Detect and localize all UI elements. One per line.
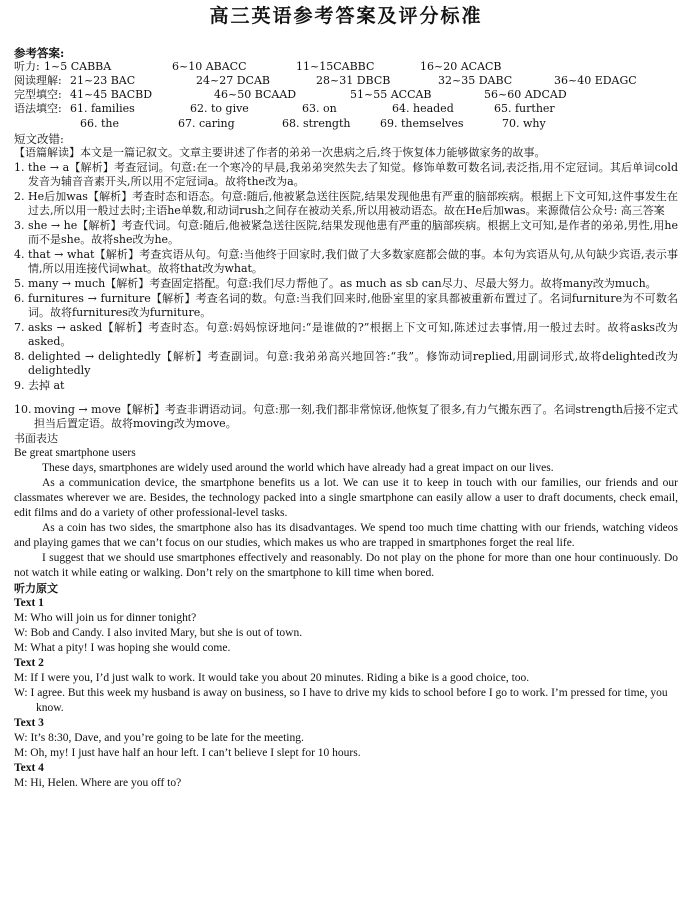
listening-group: 1~5 CABBA: [44, 60, 112, 73]
cloze-group: 46~50 BCAAD: [214, 88, 297, 101]
grammar-label: 语法填空:: [14, 102, 62, 115]
page-title: 高三英语参考答案及评分标准: [209, 5, 483, 27]
essay-title: Be great smartphone users: [14, 447, 136, 459]
cloze-group: 51~55 ACCAB: [350, 88, 432, 101]
correction-item: 2. He后加was【解析】考查时态和语态。句意:随后,他被紧急送往医院,结果发现他患有严重的脑部疾病。根据上下文可知,这件事发生在过去,所以用一般过去时;主语he单数,和动词rush之间存在被动关系,所以用被动语态。故在He后加was。来源微信公众号: 高三答案: [14, 190, 678, 217]
cloze-answers: [14, 88, 678, 102]
dialog-line: W: It’s 8:30, Dave, and you’re going to be late for the meeting.: [14, 732, 304, 744]
text-label: Text 2: [14, 657, 44, 669]
writing-section: [14, 432, 678, 581]
listening-group: 16~20 ACACB: [420, 60, 502, 73]
text-label: Text 4: [14, 762, 44, 774]
grammar-answer: 69. themselves: [380, 117, 464, 130]
correction-item: 9. 去掉 at: [14, 379, 65, 392]
reading-group: 36~40 EDAGC: [554, 74, 637, 87]
writing-header: 书面表达: [14, 432, 58, 445]
grammar-answers-row-2: [14, 117, 678, 132]
grammar-answer: 64. headed: [392, 102, 454, 115]
essay-paragraph: As a coin has two sides, the smartphone also has its disadvantages. We spend too much time chatting with our friends, watching videos and playing games that we can’t focus on our studies, which makes us who are trapped in smartphones forget the real life.: [14, 522, 678, 549]
essay-paragraph: I suggest that we should use smartphones effectively and reasonably. Do not play on the phone for more than one hour continuously. Do not watch it while eating or walking. Don’t rely on the smartphone to kill time when bored.: [14, 552, 678, 579]
listening-answers: [14, 60, 678, 74]
correction-item: 6. furnitures → furniture【解析】考查名词的数。句意:当我们回来时,他卧室里的家具都被重新布置过了。名词furniture为不可数名词。故将furnitures改为furniture。: [14, 292, 678, 319]
grammar-answer: 66. the: [80, 117, 120, 130]
grammar-answer: 62. to give: [190, 102, 249, 115]
dialog-line: M: Oh, my! I just have half an hour left. I can’t believe I slept for 10 hours.: [14, 747, 361, 759]
listening-label: 听力:: [14, 60, 40, 73]
cloze-label: 完型填空:: [14, 88, 62, 101]
correction-item: 1. the → a【解析】考查冠词。句意:在一个寒冷的早晨,我弟弟突然失去了知觉。修饰单数可数名词,表泛指,用不定冠词。其后单词cold发音为辅音音素开头,所以用不定冠词a。故将the改为a。: [14, 161, 678, 188]
correction-item: 8. delighted → delightedly【解析】考查副词。句意:我弟弟高兴地回答:“我”。修饰动词replied,用副词形式,故将delighted改为delightedly: [14, 350, 678, 377]
text-label: Text 1: [14, 597, 44, 609]
grammar-answer: 70. why: [502, 117, 546, 130]
listening-group: 11~15CABBC: [296, 60, 375, 73]
correction-intro: 【语篇解读】本文是一篇记叙文。文章主要讲述了作者的弟弟一次患病之后,终于恢复体力能够做家务的故事。: [14, 146, 546, 159]
text-label: Text 3: [14, 717, 44, 729]
correction-item: 5. many → much【解析】考查固定搭配。句意:我们尽力帮他了。as much as sb can尽力、尽最大努力。故将many改为much。: [14, 277, 657, 290]
reading-group: 21~23 BAC: [70, 74, 136, 87]
correction-item: 10. moving → move【解析】考查非谓语动词。句意:那一刻,我们都非常惊讶,他恢复了很多,有力气搬东西了。名词strength后接不定式担当后置定语。故将moving改为move。: [14, 403, 678, 430]
grammar-answer: 61. families: [70, 102, 135, 115]
answers-header: 参考答案:: [14, 46, 65, 60]
correction-list: [14, 161, 678, 431]
dialog-line: M: What a pity! I was hoping she would come.: [14, 642, 231, 654]
reading-group: 24~27 DCAB: [196, 74, 270, 87]
reading-group: 28~31 DBCB: [316, 74, 391, 87]
grammar-answer: 68. strength: [282, 117, 351, 130]
dialog-line: M: Who will join us for dinner tonight?: [14, 612, 197, 624]
grammar-answer: 65. further: [494, 102, 555, 115]
dialog-line: M: If I were you, I’d just walk to work. It would take you about 20 minutes. Riding a bike is a good choice, too.: [14, 672, 530, 684]
essay-paragraph: These days, smartphones are widely used around the world which have already had a great impact on our lives.: [42, 462, 554, 474]
reading-answers: [14, 74, 678, 88]
grammar-answers-row-1: [14, 102, 678, 117]
listening-group: 6~10 ABACC: [172, 60, 247, 73]
correction-item: 3. she → he【解析】考查代词。句意:随后,他被紧急送往医院,结果发现他患有严重的脑部疾病。根据上文可知,是作者的弟弟,男性,用he而不是she。故将she改为he。: [14, 219, 678, 246]
correction-header: 短文改错:: [14, 132, 64, 146]
reading-group: 32~35 DABC: [438, 74, 513, 87]
essay-paragraph: As a communication device, the smartphone benefits us a lot. We can use it to keep in touch with our families, our friends and our classmates wherever we are. Besides, the technology packed into a single smartphone can easily allow a user to draft documents, check email, edit films and do a variety of other professional-level tasks.: [14, 477, 678, 519]
dialog-line: W: I agree. But this week my husband is away on business, so I have to drive my kids to school before I go to work. I’m pressed for time, you know.: [14, 687, 668, 714]
cloze-group: 56~60 ADCAD: [484, 88, 567, 101]
dialog-line: W: Bob and Candy. I also invited Mary, but she is out of town.: [14, 627, 303, 639]
reading-label: 阅读理解:: [14, 74, 62, 87]
grammar-answer: 67. caring: [178, 117, 235, 130]
dialog-line: M: Hi, Helen. Where are you off to?: [14, 777, 182, 789]
listening-script-header: 听力原文: [14, 582, 58, 595]
correction-item: 7. asks → asked【解析】考查时态。句意:妈妈惊讶地问:“是谁做的?”根据上下文可知,陈述过去事情,用一般过去时。故将asks改为asked。: [14, 321, 678, 348]
grammar-answer: 63. on: [302, 102, 337, 115]
listening-script: [14, 581, 678, 791]
correction-item: 4. that → what【解析】考查宾语从句。句意:当他终于回家时,我们做了大多数家庭都会做的事。本句为宾语从句,从句缺少宾语,表示事情,所以用连接代词what。故将that改为what。: [14, 248, 678, 275]
cloze-group: 41~45 BACBD: [70, 88, 153, 101]
